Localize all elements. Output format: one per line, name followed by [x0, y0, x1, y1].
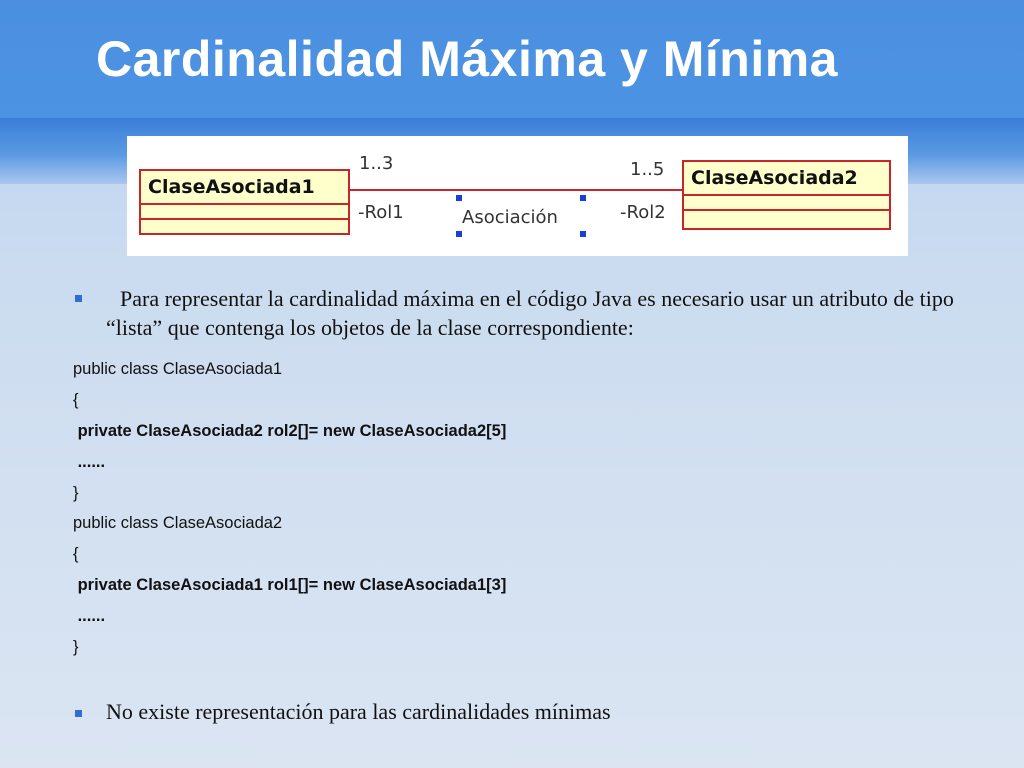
- role-1: -Rol1: [358, 202, 404, 223]
- bullet-text-1: Para representar la cardinalidad máxima en el código Java es necesario usar un atributo de tipo “lista” que contenga los objetos de la clase correspondiente:: [106, 286, 954, 340]
- code-line: public class ClaseAsociada1: [73, 360, 283, 378]
- methods-compartment: [141, 220, 348, 233]
- attributes-compartment: [684, 196, 889, 211]
- code-line: private ClaseAsociada2 rol2[]= new ClaseAsociada2[5]: [73, 422, 507, 440]
- multiplicity-2: 1..5: [630, 159, 665, 180]
- selection-handle[interactable]: [580, 195, 586, 201]
- role-2: -Rol2: [620, 202, 666, 223]
- code-line: public class ClaseAsociada2: [73, 514, 283, 532]
- multiplicity-1: 1..3: [359, 153, 394, 174]
- selection-handle[interactable]: [456, 195, 462, 201]
- bullet-icon: [75, 710, 82, 717]
- code-line: ......: [73, 453, 106, 471]
- uml-class-2: [682, 160, 891, 230]
- association-line: [350, 189, 682, 191]
- code-line: private ClaseAsociada1 rol1[]= new ClaseAsociada1[3]: [73, 576, 507, 594]
- selection-handle[interactable]: [580, 231, 586, 237]
- uml-diagram: [127, 136, 908, 256]
- selection-handle[interactable]: [456, 231, 462, 237]
- association-name: Asociación: [462, 207, 558, 228]
- uml-class-1: [139, 169, 350, 235]
- class-name-2: ClaseAsociada2: [684, 162, 889, 196]
- class-name-1: ClaseAsociada1: [141, 171, 348, 205]
- code-line: ......: [73, 607, 106, 625]
- attributes-compartment: [141, 205, 348, 220]
- code-line: {: [73, 545, 79, 563]
- code-line: }: [73, 484, 79, 502]
- methods-compartment: [684, 211, 889, 224]
- slide-title: Cardinalidad Máxima y Mínima: [96, 31, 838, 87]
- code-line: }: [73, 638, 79, 656]
- bullet-icon: [75, 295, 82, 302]
- code-line: {: [73, 391, 79, 409]
- bullet-text-2: No existe representación para las cardinalidades mínimas: [106, 699, 611, 724]
